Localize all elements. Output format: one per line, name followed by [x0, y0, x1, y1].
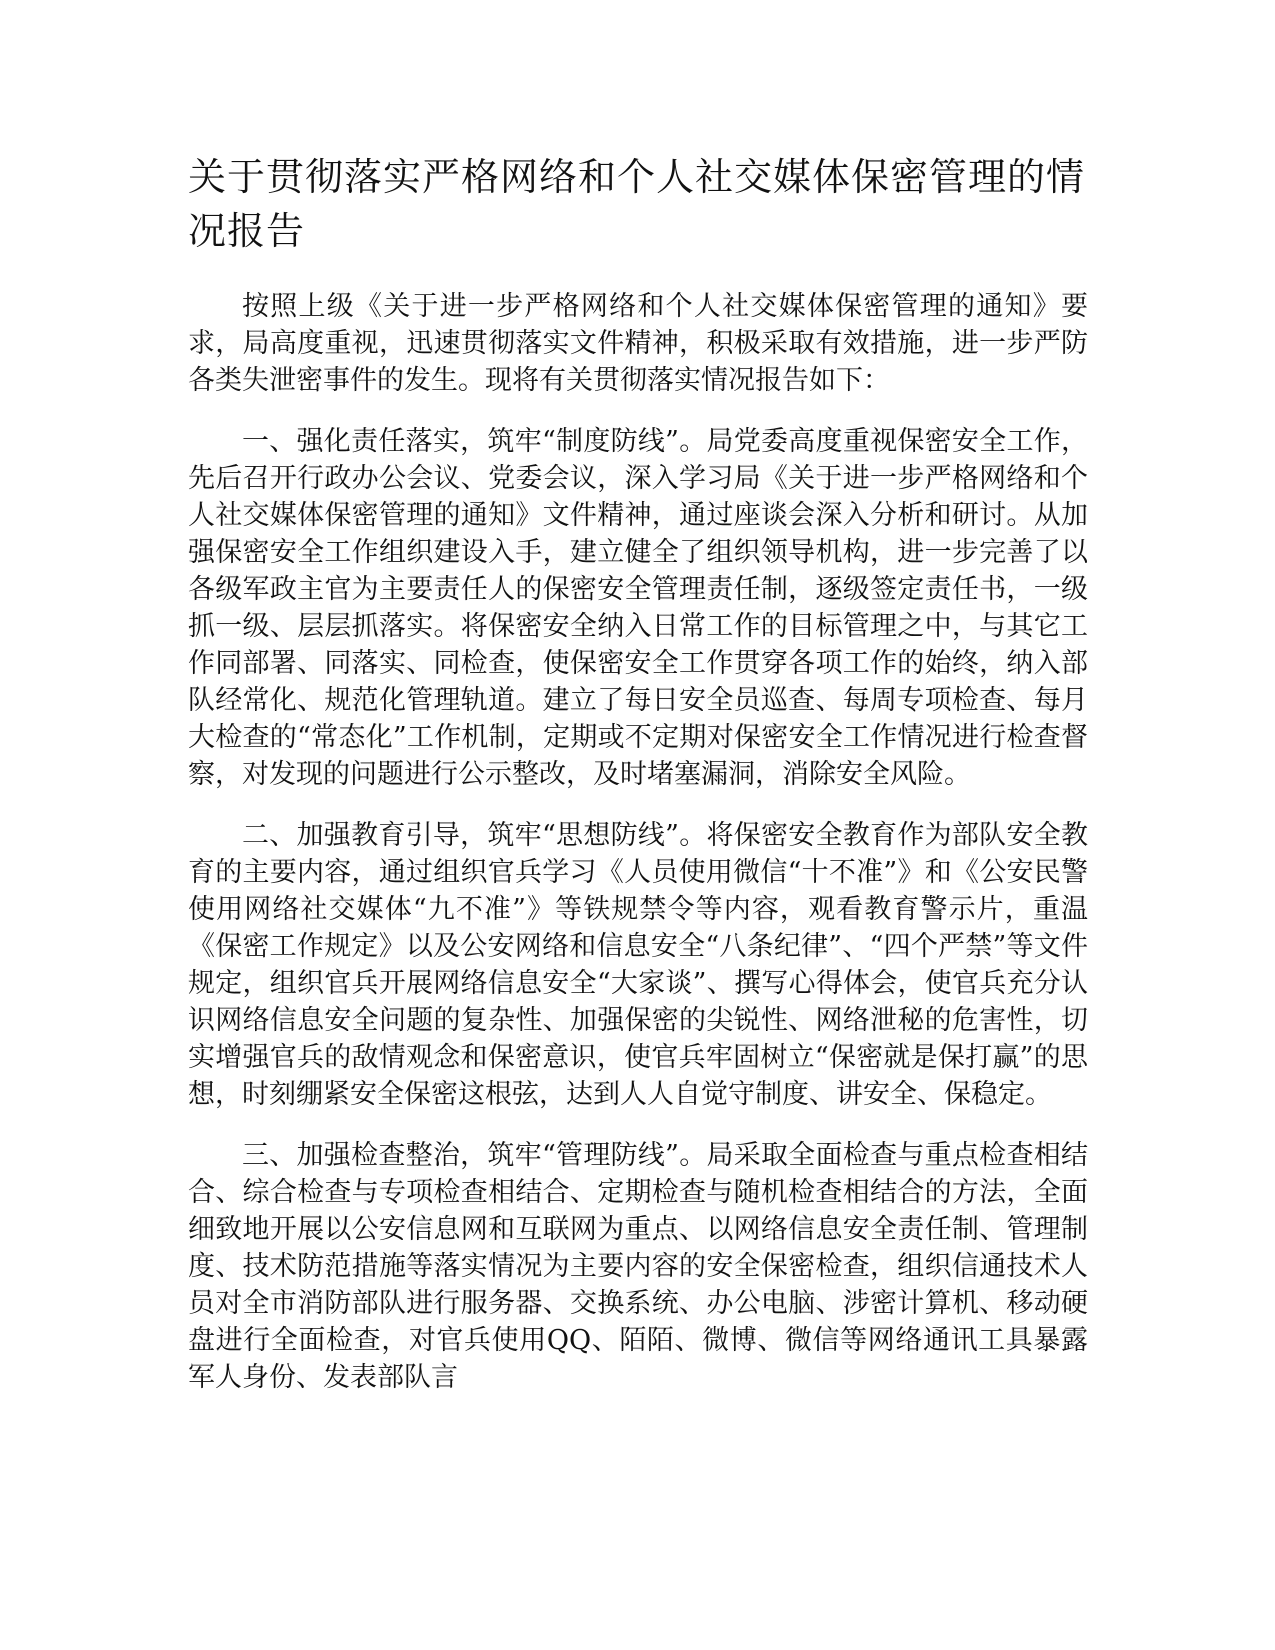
paragraph-section-2: 二、加强教育引导，筑牢“思想防线”。将保密安全教育作为部队安全教育的主要内容，通过组织官兵学习《人员使用微信“十不准”》和《公安民警使用网络社交媒体“九不准”》等铁规禁令等内容，观看教育警示片，重温《保密工作规定》以及公安网络和信息安全“八条纪律”、“四个严禁”等文件规定，组织官兵开展网络信息安全“大家谈”、撰写心得体会，使官兵充分认识网络信息安全问题的复杂性、加强保密的尖锐性、网络泄秘的危害性，切实增强官兵的敌情观念和保密意识，使官兵牢固树立“保密就是保打赢”的思想，时刻绷紧安全保密这根弦，达到人人自觉守制度、讲安全、保稳定。: [188, 820, 1088, 1110]
paragraph-intro: 按照上级《关于进一步严格网络和个人社交媒体保密管理的通知》要求，局高度重视，迅速贯彻落实文件精神，积极采取有效措施，进一步严防各类失泄密事件的发生。现将有关贯彻落实情况报告如下：: [188, 291, 1088, 396]
document-title: 关于贯彻落实严格网络和个人社交媒体保密管理的情况报告: [188, 155, 1086, 253]
document-body: [188, 150, 1088, 1396]
paragraph-section-3: 三、加强检查整治，筑牢“管理防线”。局采取全面检查与重点检查相结合、综合检查与专项检查相结合、定期检查与随机检查相结合的方法，全面细致地开展以公安信息网和互联网为重点、以网络信息安全责任制、管理制度、技术防范措施等落实情况为主要内容的安全保密检查，组织信通技术人员对全市消防部队进行服务器、交换系统、办公电脑、涉密计算机、移动硬盘进行全面检查，对官兵使用QQ、陌陌、微博、微信等网络通讯工具暴露军人身份、发表部队言: [188, 1140, 1088, 1393]
paragraph-section-1: 一、强化责任落实，筑牢“制度防线”。局党委高度重视保密安全工作，先后召开行政办公会议、党委会议，深入学习局《关于进一步严格网络和个人社交媒体保密管理的通知》文件精神，通过座谈会深入分析和研讨。从加强保密安全工作组织建设入手，建立健全了组织领导机构，进一步完善了以各级军政主官为主要责任人的保密安全管理责任制，逐级签定责任书，一级抓一级、层层抓落实。将保密安全纳入日常工作的目标管理之中，与其它工作同部署、同落实、同检查，使保密安全工作贯穿各项工作的始终，纳入部队经常化、规范化管理轨道。建立了每日安全员巡查、每周专项检查、每月大检查的“常态化”工作机制，定期或不定期对保密安全工作情况进行检查督察，对发现的问题进行公示整改，及时堵塞漏洞，消除安全风险。: [188, 426, 1088, 790]
